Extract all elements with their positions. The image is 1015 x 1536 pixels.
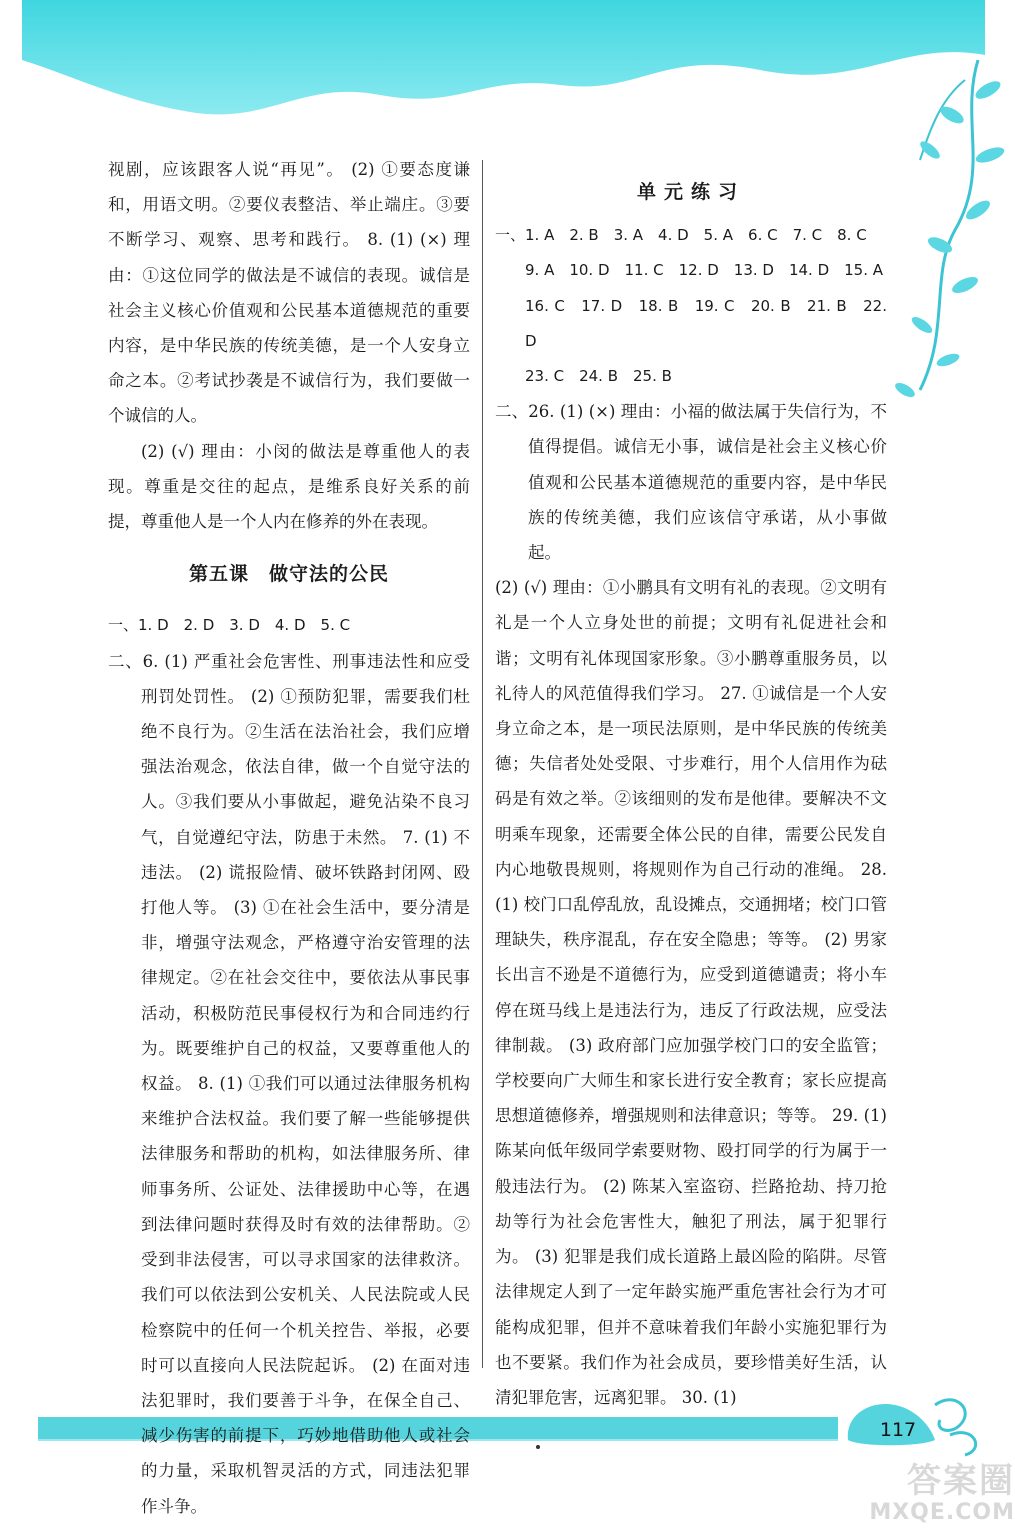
mc-answers-row-4: 23. C 24. B 25. B <box>525 367 672 386</box>
unit-exercise-heading: 单元练习 <box>636 181 745 203</box>
answer-26-part1: 二、26. (1) (×) 理由：小福的做法属于失信行为，不值得提倡。诚信无小事，诚信是社会主义核心价值观和公民基本道德规范的重要内容，是中华民族的传统美德，我们应该信守承诺，从小事做起。 <box>495 402 887 563</box>
right-column <box>495 175 887 1415</box>
watermark-line1: 答案圈 <box>907 1461 1015 1501</box>
left-column <box>108 152 470 1524</box>
mc-answers-row-2: 9. A 10. D 11. C 12. D 13. D 14. D 15. A <box>525 261 884 280</box>
mc-answers-row-3: 16. C 17. D 18. B 19. C 20. B 21. B 22. D <box>525 296 887 350</box>
page-number: 117 <box>879 1419 917 1441</box>
lesson-heading: 第五课 做守法的公民 <box>188 563 389 586</box>
watermark <box>830 1462 1015 1526</box>
column-divider <box>482 160 483 1368</box>
watermark-line2: MXQE.COM <box>869 1500 1015 1525</box>
answer-26-part2: (2) (√) 理由：①小鹏具有文明有礼的表现。②文明有礼是一个人立身处世的前提；文明有礼促进社会和谐；文明有礼体现国家形象。③小鹏尊重服务员，以礼待人的风范值得我们学习。 27. ①诚信是一个人安身立命之本，是一项民法原则，是中华民族的传统美德；失信者处处受限、寸步难行，用个人信用作为砝码是有效之举。②该细则的发布是他律。要解决不文明乘车现象，还需要全体公民的自律，需要公民发自内心地敬畏规则，将规则作为自己行动的准绳。 28. (1) 校门口乱停乱放，乱设摊点，交通拥堵；校门口管理缺失，秩序混乱，存在安全隐患；等等。 (2) 男家长出言不逊是不道德行为，应受到道德谴责；将小车停在斑马线上是违法行为，违反了行政法规，应受法律制裁。 (3) 政府部门应加强学校门口的安全监管；学校要向广大师生和家长进行安全教育；家长应提高思想道德修养，增强规则和法律意识；等等。 29. (1) 陈某向低年级同学索要财物、殴打同学的行为属于一般违法行为。 (2) 陈某入室盗窃、拦路抢劫、持刀抢劫等行为社会危害性大，触犯了刑法，属于犯罪行为。 (3) 犯罪是我们成长道路上最凶险的陷阱。尽管法律规定人到了一定年龄实施严重危害社会行为才可能构成犯罪，但并不意味着我们年龄小实施犯罪行为也不要紧。我们作为社会成员，要珍惜美好生活，认清犯罪危害，远离犯罪。 30. (1) <box>495 578 887 1407</box>
left-mc-answers: 一、1. D 2. D 3. D 4. D 5. C <box>108 616 351 635</box>
left-paragraph-2: (2) (√) 理由：小闵的做法是尊重他人的表现。尊重是交往的起点，是维系良好关系的前提，尊重他人是一个人内在修养的外在表现。 <box>108 441 470 532</box>
left-paragraph-1: 视剧，应该跟客人说“再见”。 (2) ①要态度谦和，用语文明。②要仪表整洁、举止端庄。③要不断学习、观察、思考和践行。 8. (1) (×) 理由：①这位同学的做法是不诚信的表现。诚信是社会主义核心价值观和公民基本道德规范的重要内容，是中华民族的传统美德，是一个人安身立命之本。②考试抄袭是不诚信行为，我们要做一个诚信的人。 <box>108 160 470 426</box>
mc-answers-row-1: 一、1. A 2. B 3. A 4. D 5. A 6. C 7. C 8. C <box>495 226 867 245</box>
left-answers-2: 二、6. (1) 严重社会危害性、刑事违法性和应受刑罚处罚性。 (2) ①预防犯罪，需要我们杜绝不良行为。②生活在法治社会，我们应增强法治观念，依法自律，做一个自觉守法的人。③我们要从小事做起，避免沾染不良习气，自觉遵纪守法，防患于未然。 7. (1) 不违法。 (2) 谎报险情、破坏铁路封闭网、殴打他人等。 (3) ①在社会生活中，要分清是非，增强守法观念，严格遵守治安管理的法律规定。②在社会交往中，要依法从事民事活动，积极防范民事侵权行为和合同违约行为。既要维护自己的权益，又要尊重他人的权益。 8. (1) ①我们可以通过法律服务机构来维护合法权益。我们要了解一些能够提供法律服务和帮助的机构，如法律服务所、律师事务所、公证处、法律援助中心等，在遇到法律问题时获得及时有效的法律帮助。②受到非法侵害，可以寻求国家的法律救济。我们可以依法到公安机关、人民法院或人民检察院中的任何一个机关控告、举报，必要时可以直接向人民法院起诉。 (2) 在面对违法犯罪时，我们要善于斗争，在保全自己、减少伤害的前提下，巧妙地借助他人或社会的力量，采取机智灵活的方式，同违法犯罪作斗争。 <box>108 651 470 1516</box>
